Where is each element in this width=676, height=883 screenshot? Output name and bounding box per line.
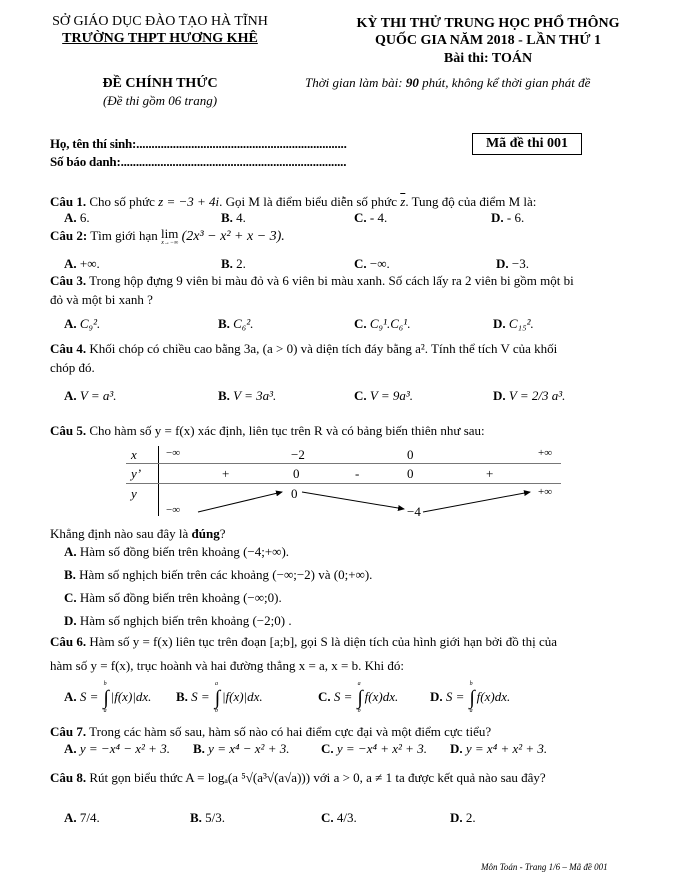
q4-option-a[interactable]: A. V = a³. — [64, 388, 117, 403]
q1-label: Câu 1. — [50, 194, 87, 209]
q3-line1: Trong hộp đựng 9 viên bi màu đỏ và 6 viên bi màu xanh. Số cách lấy ra 2 viên bi gồm một bi — [86, 273, 574, 288]
q4-option-d[interactable]: D. V = 2/3 a³. — [493, 388, 566, 403]
q5-text: Cho hàm số y = f(x) xác định, liên tục trên R và có bảng biến thiên như sau: — [86, 423, 485, 438]
q8-option-d[interactable]: D. 2. — [450, 810, 476, 825]
q6-label: Câu 6. — [50, 634, 87, 649]
q1-option-b[interactable]: B. 4. — [221, 210, 246, 225]
exam-title-line2: QUỐC GIA NĂM 2018 - LẦN THỨ 1 — [375, 33, 601, 48]
question-2 — [50, 228, 285, 246]
integral-icon: ∫ b a — [103, 681, 109, 714]
question-8 — [50, 770, 546, 786]
question-4 — [50, 341, 557, 357]
vt-yprime-zero: 0 — [407, 466, 414, 481]
q4-option-b[interactable]: B. V = 3a³. — [218, 388, 277, 403]
limit-operator — [161, 228, 178, 246]
question-7 — [50, 724, 491, 740]
q6-option-a[interactable]: A. S = ∫ b a |f(x)|dx. — [64, 681, 152, 714]
candidate-id-field: Số báo danh:.......................................................................... — [50, 154, 347, 169]
q3-option-b[interactable]: B. C₆². — [218, 316, 254, 331]
subject-label: Bài thi: TOÁN — [443, 51, 533, 66]
page-footer: Môn Toán - Trang 1/6 – Mã đề 001 — [481, 862, 608, 872]
variation-table — [126, 446, 561, 519]
q8-option-c[interactable]: C. 4/3. — [321, 810, 357, 825]
question-1 — [50, 194, 536, 210]
q4-line2: chóp đó. — [50, 360, 95, 375]
variation-arrows — [126, 446, 561, 516]
q7-option-d[interactable]: D. y = x⁴ + x² + 3. — [450, 741, 548, 756]
vt-x-header: x — [131, 447, 137, 462]
q5-prompt-a: Khẳng định nào sau đây là — [50, 526, 192, 541]
vt-y-value: 0 — [291, 486, 298, 501]
q2-option-d[interactable]: D. −3. — [496, 256, 529, 271]
q7-label: Câu 7. — [50, 724, 87, 739]
time-suffix: phút, không kể thời gian phát đề — [418, 75, 591, 90]
vt-y-value: +∞ — [538, 486, 553, 498]
integral-icon: ∫ a b — [357, 681, 363, 714]
q8-text-a: Rút gọn biểu thức — [86, 770, 186, 785]
q8-option-b[interactable]: B. 5/3. — [190, 810, 226, 825]
q1-option-c[interactable]: C. - 4. — [354, 210, 388, 225]
q8-condition: a > 0, a ≠ 1 — [333, 770, 393, 785]
question-6 — [50, 634, 557, 650]
q2-text: Tìm giới hạn — [87, 228, 162, 243]
vt-yprime-sign: - — [355, 466, 360, 481]
official-label: ĐỀ CHÍNH THỨC — [102, 76, 218, 91]
vt-yprime-sign: + — [486, 466, 494, 481]
vt-x-value: −2 — [291, 447, 305, 462]
vt-y-value: −4 — [407, 504, 421, 519]
q4-label: Câu 4. — [50, 341, 87, 356]
vt-y-value: −∞ — [166, 504, 181, 516]
q5-prompt-b: ? — [219, 526, 226, 541]
q3-line2: đỏ và một bi xanh ? — [50, 292, 153, 307]
integral-icon: ∫ a b — [214, 681, 221, 714]
lim-word: lim — [161, 226, 179, 241]
q6-option-d[interactable]: D. S = ∫ b a f(x)dx. — [430, 681, 511, 714]
q1-zbar: $\overline{z}$ — [400, 194, 406, 209]
vt-y-header: y — [131, 486, 137, 501]
vt-x-value: +∞ — [538, 447, 553, 459]
q2-option-b[interactable]: B. 2. — [221, 256, 246, 271]
q1-text-b: . Gọi M là điểm biểu diễn số phức — [219, 194, 401, 209]
vt-yprime-sign: + — [222, 466, 230, 481]
q1-text: Cho số phức — [86, 194, 159, 209]
vt-x-value: −∞ — [166, 447, 181, 459]
integral-icon: ∫ b a — [469, 681, 475, 714]
q2-option-c[interactable]: C. −∞. — [354, 256, 390, 271]
exam-title-line1: KỲ THI THỬ TRUNG HỌC PHỔ THÔNG — [356, 16, 620, 31]
q8-expr: A = logₐ(a ⁵√(a³√(a√a))) — [185, 770, 311, 785]
time-value: 90 — [405, 75, 419, 90]
decrease-arrow — [302, 492, 404, 509]
q7-text: Trong các hàm số sau, hàm số nào có hai điểm cực đại và một điểm cực tiểu? — [86, 724, 492, 739]
q5-option-c[interactable]: C. Hàm số đồng biến trên khoảng (−∞;0). — [64, 590, 282, 605]
question-3 — [50, 273, 574, 289]
q8-label: Câu 8. — [50, 770, 87, 785]
q7-option-a[interactable]: A. y = −x⁴ − x² + 3. — [64, 741, 170, 756]
q1-option-d[interactable]: D. - 6. — [491, 210, 525, 225]
pages-note: (Đề thi gồm 06 trang) — [102, 93, 218, 108]
lim-sub: x→−∞ — [161, 240, 179, 246]
question-5 — [50, 423, 485, 439]
q3-option-c[interactable]: C. C₉¹.C₆¹. — [354, 316, 411, 331]
time-prefix: Thời gian làm bài: — [305, 75, 406, 90]
vt-yprime-header: y’ — [131, 466, 142, 481]
q1-expr: z = −3 + 4i — [158, 194, 220, 209]
department-name: SỞ GIÁO DỤC ĐÀO TẠO HÀ TĨNH — [52, 14, 268, 29]
q5-prompt — [50, 526, 226, 542]
q5-option-b[interactable]: B. Hàm số nghịch biến trên các khoảng (−∞;−2) và (0;+∞). — [64, 567, 373, 582]
q2-expr: (2x³ − x² + x − 3). — [181, 229, 285, 244]
q8-text-c: ta được kết quả nào sau đây? — [392, 770, 546, 785]
q3-option-a[interactable]: A. C₉². — [64, 316, 101, 331]
exam-code-box: Mã đề thi 001 — [472, 133, 582, 155]
q6-option-b[interactable]: B. S = ∫ a b |f(x)|dx. — [176, 681, 263, 714]
increase-arrow — [423, 492, 530, 512]
q8-option-a[interactable]: A. 7/4. — [64, 810, 100, 825]
q5-option-d[interactable]: D. Hàm số nghịch biến trên khoảng (−2;0) . — [64, 613, 292, 628]
q1-text-c: . Tung độ của điểm M là: — [405, 194, 537, 209]
q4-option-c[interactable]: C. V = 9a³. — [354, 388, 414, 403]
q8-text-b: với — [310, 770, 334, 785]
q2-label: Câu 2: — [50, 228, 88, 243]
q2-option-a[interactable]: A. +∞. — [64, 256, 100, 271]
time-note — [305, 75, 590, 91]
q3-option-d[interactable]: D. C₁₅². — [493, 316, 534, 331]
q4-line1: Khối chóp có chiều cao bằng 3a, (a > 0) và diện tích đáy bằng a². Tính thể tích V của khối — [86, 341, 558, 356]
vt-x-value: 0 — [407, 447, 414, 462]
increase-arrow — [198, 492, 282, 512]
q3-label: Câu 3. — [50, 273, 87, 288]
q5-label: Câu 5. — [50, 423, 87, 438]
q6-line2: hàm số y = f(x), trục hoành và hai đường thẳng x = a, x = b. Khi đó: — [50, 658, 404, 673]
candidate-name-field: Họ, tên thí sinh:..................................................................... — [50, 136, 347, 151]
q7-option-c[interactable]: C. y = −x⁴ + x² + 3. — [321, 741, 427, 756]
q5-prompt-bold: đúng — [191, 526, 220, 541]
vt-yprime-zero: 0 — [293, 466, 300, 481]
q5-option-a[interactable]: A. Hàm số đồng biến trên khoảng (−4;+∞). — [64, 544, 290, 559]
school-name: TRƯỜNG THPT HƯƠNG KHÊ — [62, 31, 258, 46]
q6-option-c[interactable]: C. S = ∫ a b f(x)dx. — [318, 681, 399, 714]
q7-option-b[interactable]: B. y = x⁴ − x² + 3. — [193, 741, 290, 756]
q1-option-a[interactable]: A. 6. — [64, 210, 90, 225]
q6-line1: Hàm số y = f(x) liên tục trên đoạn [a;b], gọi S là diện tích của hình giới hạn bởi đồ thị của — [86, 634, 558, 649]
